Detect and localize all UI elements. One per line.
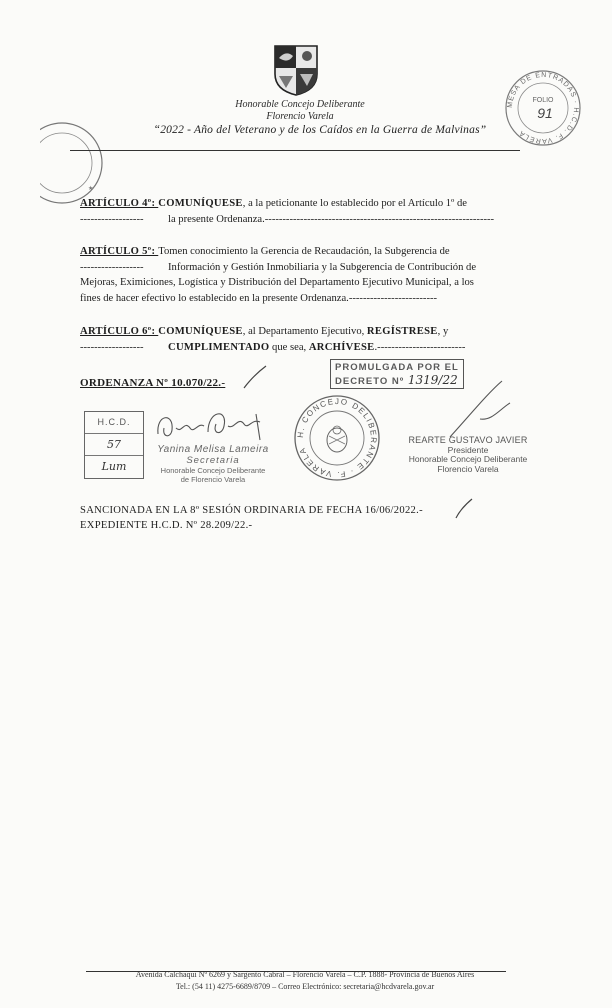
svg-text:★: ★ [88, 186, 94, 192]
article-label: ARTÍCULO 4º: [80, 198, 159, 209]
promulgation-decree-number: 1319/22 [407, 373, 458, 387]
article-text: la presente Ordenanza.----------------------------------------------------------------- [168, 213, 495, 225]
article-text: COMUNÍQUESE [158, 326, 243, 337]
promulgation-line1: PROMULGADA POR EL [335, 362, 459, 373]
president-role: Presidente [447, 444, 489, 455]
entry-stamp-ring-text: MESA DE ENTRADAS · H.C.D. F. VARELA [506, 71, 580, 145]
article-label: ARTÍCULO 6º: [80, 326, 159, 337]
entry-stamp [503, 68, 583, 148]
ordinance-label: ORDENANZA Nº [80, 377, 169, 389]
svg-text:H. CONCEJO DELIBERANTE · F. VA [296, 397, 378, 479]
article-text: ARCHÍVESE [308, 341, 375, 353]
sanction-block [80, 503, 423, 533]
secretary-role: Secretaria [186, 455, 240, 466]
secretary-name: Yanina Melisa Lameira [157, 444, 269, 455]
hcd-box-value-1: 57 [85, 434, 143, 456]
article-line [80, 260, 520, 276]
article-text: Información y Gestión Inmobiliaria y la Subgerencia de Contribución de [168, 261, 477, 273]
hcd-box-value-2: Lum [101, 460, 127, 473]
entry-stamp-folio-label: FOLIO [532, 97, 554, 104]
president-block [398, 436, 538, 474]
president-org-2: Florencio Varela [437, 463, 499, 474]
article-text: .------------------------- [374, 341, 466, 353]
indent-dashes: ------------------ [80, 341, 144, 353]
article-text: , al Departamento Ejecutivo, [242, 326, 367, 337]
article-text: COMUNÍQUESE [158, 198, 243, 209]
crest-logo [271, 44, 321, 96]
indent-dashes: ------------------ [80, 261, 144, 273]
hcd-box-label: H.C.D. [85, 412, 143, 434]
sanction-line-2: EXPEDIENTE H.C.D. Nº 28.209/22.- [80, 520, 253, 531]
article-6 [80, 324, 520, 355]
promulgation-line2: DECRETO Nº [335, 376, 405, 387]
article-4 [80, 196, 520, 227]
article-text: , y [437, 326, 449, 337]
article-text: , a la peticionante lo establecido por el Artículo 1º de [242, 198, 467, 209]
president-name: REARTE GUSTAVO JAVIER [408, 435, 528, 445]
secretary-org-2: de Florencio Varela [180, 475, 246, 484]
secretary-block [148, 444, 278, 484]
ordinance-number [80, 377, 225, 389]
article-line [80, 340, 520, 356]
article-line [80, 324, 520, 340]
pen-mark-ordinance [240, 362, 270, 392]
pen-mark-sanction [452, 496, 476, 522]
header-motto: “2022 - Año del Veterano y de los Caídos en la Guerra de Malvinas” [153, 124, 487, 136]
secretary-org-1: Honorable Concejo Deliberante [160, 466, 266, 475]
indent-dashes: ------------------ [80, 213, 144, 225]
article-text: CUMPLIMENTADO [168, 341, 270, 353]
article-text: fines de hacer efectivo lo establecido en la presente Ordenanza.------------------------- [80, 292, 438, 304]
footer-address: Avenida Calchaquí Nº 6269 y Sargento Cabral – Florencio Varela – C.P. 1888- Provincia de Buenos Aires [135, 970, 475, 979]
article-text: Mejoras, Eximiciones, Logística y Distribución del Departamento Ejecutivo Municipal, a los [80, 277, 474, 289]
footer-contact: Tel.: (54 11) 4275-6689/8709 – Correo Electrónico: secretaria@hcdvarela.gov.ar [175, 982, 435, 991]
margin-stamp [40, 118, 110, 208]
article-5 [80, 244, 520, 306]
ordinance-value: 10.070/22.- [168, 377, 226, 389]
article-text: REGÍSTRESE [366, 326, 438, 337]
secretary-signature-icon [152, 404, 272, 446]
article-line [80, 212, 520, 228]
president-org-1: Honorable Concejo Deliberante [408, 454, 528, 464]
article-line [80, 291, 520, 307]
header-institution: Honorable Concejo Deliberante [235, 99, 365, 110]
article-line [80, 244, 520, 260]
seal-ring-text: H. CONCEJO DELIBERANTE · F. VARELA [295, 396, 379, 480]
hcd-box [84, 411, 144, 479]
article-label: ARTÍCULO 5º: [80, 246, 159, 257]
header-rule [70, 150, 520, 151]
article-line [80, 275, 520, 291]
entry-stamp-folio-value: 91 [537, 105, 553, 121]
header-city: Florencio Varela [266, 111, 334, 122]
article-text: Tomen conocimiento la Gerencia de Recaudación, la Subgerencia de [158, 246, 450, 257]
article-text: que sea, [269, 341, 309, 353]
sanction-line-1: SANCIONADA EN LA 8º SESIÓN ORDINARIA DE FECHA 16/06/2022.- [80, 505, 423, 516]
council-seal [293, 394, 381, 482]
article-line [80, 196, 520, 212]
